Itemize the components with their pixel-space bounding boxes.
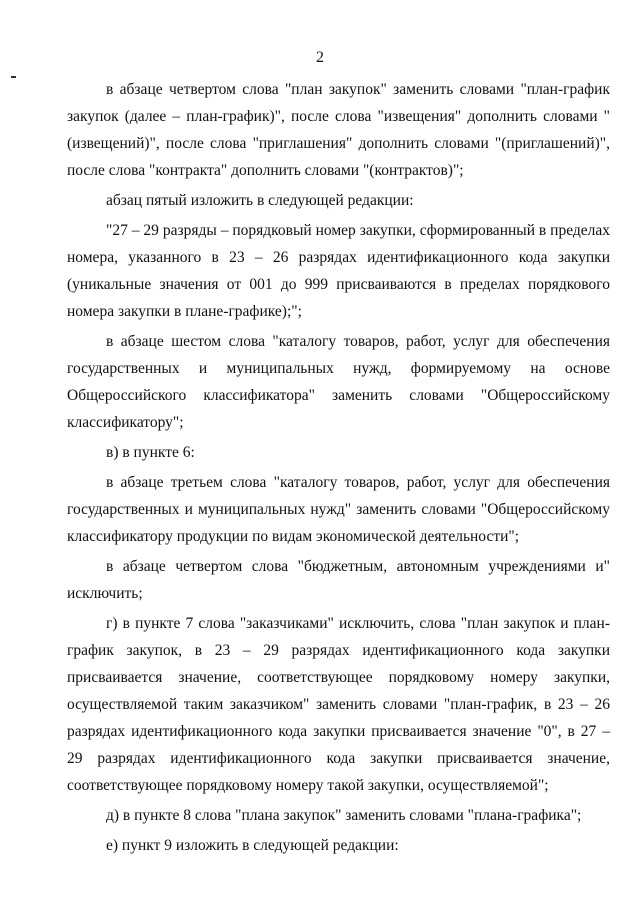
paragraph-5: в) в пункте 6: bbox=[106, 444, 195, 461]
paragraph-7: в абзаце четвертом слова "бюджетным, автономным учреждениями и" исключить; bbox=[67, 558, 610, 602]
paragraph-10: е) пункт 9 изложить в следующей редакции: bbox=[106, 837, 399, 854]
paragraph-6: в абзаце третьем слова "каталогу товаров, работ, услуг для обеспечения государственных и муниципальных нужд" заменить словами "Общероссийскому классификатору продукции по видам экономической деятельности"; bbox=[67, 474, 610, 545]
paragraph-8: г) в пункте 7 слова "заказчиками" исключить, слова "план закупок и план-график закупок, в 23 – 29 разрядах идентификационного кода закупки присваивается значение, соответствующее порядковому номеру закупки, осуществляемой таким заказчиком" заменить словами "план-график, в 23 – 26 разрядах идентификационного кода закупки присваивается значение "0", в 27 – 29 разрядах идентификационного кода закупки присваивается значение, соответствующее порядковому номеру такой закупки, осуществляемой"; bbox=[67, 615, 610, 794]
paragraph-1: в абзаце четвертом слова "план закупок" заменить словами "план-график закупок (далее – план-график)", после слова "извещения" дополнить словами "(извещений)", после слова "приглашения" дополнить словами "(приглашений)", после слова "контракта" дополнить словами "(контрактов)"; bbox=[67, 81, 610, 179]
paragraph-4: в абзаце шестом слова "каталогу товаров, работ, услуг для обеспечения государственных и муниципальных нужд, формируемому на основе Общероссийского классификатора" заменить словами "Общероссийскому классификатору"; bbox=[67, 333, 610, 431]
paragraph-9: д) в пункте 8 слова "плана закупок" заменить словами "плана-графика"; bbox=[106, 807, 582, 824]
page-number: 2 bbox=[316, 49, 324, 66]
paragraph-2: абзац пятый изложить в следующей редакции: bbox=[106, 192, 414, 209]
margin-mark bbox=[11, 76, 16, 78]
document-body bbox=[67, 76, 610, 862]
paragraph-3: "27 – 29 разряды – порядковый номер закупки, сформированный в пределах номера, указанного в 23 – 26 разрядах идентификационного кода закупки (уникальные значения от 001 до 999 присваиваются в пределах порядкового номера закупки в плане-графике);"; bbox=[67, 222, 610, 320]
